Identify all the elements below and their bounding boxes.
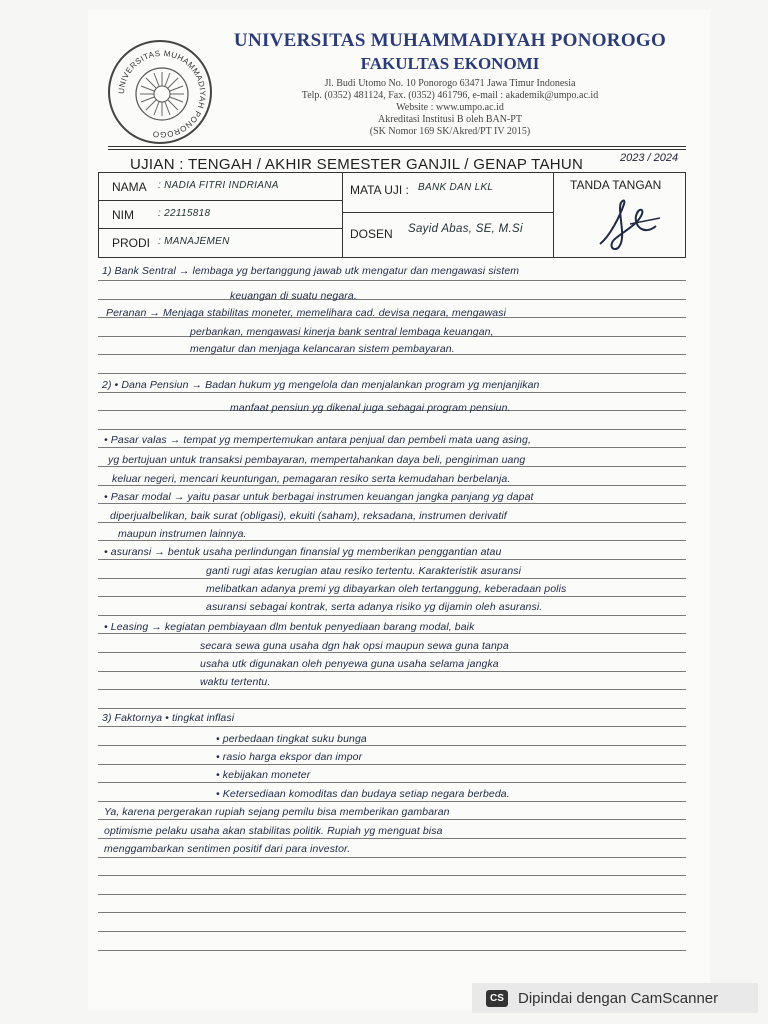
faculty-name: FAKULTAS EKONOMI	[360, 54, 540, 73]
ruled-line	[98, 726, 686, 727]
answer-line: perbankan, mengawasi kinerja bank sentral lembaga keuangan,	[190, 326, 494, 338]
ruled-line	[98, 764, 686, 765]
svg-text:UNIVERSITAS MUHAMMADIYAH PONOR: UNIVERSITAS MUHAMMADIYAH PONOROGO	[116, 48, 208, 140]
answer-line: 3) Faktornya • tingkat inflasi	[102, 712, 235, 724]
answer-line: manfaat pensiun yg dikenal juga sebagai program pensiun.	[230, 402, 511, 414]
ruled-line	[98, 615, 686, 616]
mata-uji-label: MATA UJI :	[350, 183, 409, 197]
answer-line: • Ketersediaan komoditas dan budaya setiap negara berbeda.	[216, 788, 510, 800]
answer-line: • rasio harga ekspor dan impor	[216, 751, 363, 763]
header-divider	[108, 146, 686, 147]
answer-line: yg bertujuan untuk transaksi pembayaran, mempertahankan daya beli, pengiriman uang	[108, 454, 526, 466]
ruled-line	[98, 392, 686, 393]
university-name: UNIVERSITAS MUHAMMADIYAH PONOROGO	[233, 30, 667, 51]
dosen-label: DOSEN	[350, 227, 393, 241]
camscanner-watermark	[472, 983, 758, 1013]
ruled-line	[98, 857, 686, 858]
ruled-line	[98, 429, 686, 430]
box-row-line	[342, 212, 553, 213]
ruled-line	[98, 894, 686, 895]
nama-value: : NADIA FITRI INDRIANA	[158, 180, 279, 191]
answer-line: maupun instrumen lainnya.	[118, 528, 247, 540]
answer-line: Ya, karena pergerakan rupiah sejang pemilu bisa memberikan gambaran	[104, 806, 450, 818]
exam-title: UJIAN : TENGAH / AKHIR SEMESTER GANJIL / GENAP TAHUN	[130, 156, 584, 173]
ruled-line	[98, 559, 686, 560]
prodi-value: : MANAJEMEN	[158, 236, 230, 247]
ruled-line	[98, 801, 686, 802]
prodi-label: PRODI	[112, 236, 151, 250]
website-line: Website : www.umpo.ac.id	[396, 102, 504, 113]
answer-line: optimisme pelaku usaha akan stabilitas politik. Rupiah yg menguat bisa	[104, 825, 443, 837]
answer-line: usaha utk digunakan oleh penyewa guna usaha selama jangka	[200, 658, 499, 670]
ruled-line	[98, 912, 686, 913]
box-row-line	[98, 228, 342, 229]
camscanner-text: Dipindai dengan CamScanner	[518, 989, 719, 1007]
box-divider	[553, 172, 554, 258]
ruled-line	[98, 540, 686, 541]
ruled-line	[98, 633, 686, 634]
ruled-line	[98, 447, 686, 448]
ruled-line	[98, 689, 686, 690]
answer-line: mengatur dan menjaga kelancaran sistem pembayaran.	[190, 343, 455, 355]
contact-line: Telp. (0352) 481124, Fax. (0352) 461796, e-mail : akademik@umpo.ac.id	[301, 90, 599, 101]
answer-line: 2) • Dana Pensiun → Badan hukum yg mengelola dan menjalankan program yg menjanjikan	[102, 379, 540, 391]
ruled-line	[98, 596, 686, 597]
exam-year: 2023 / 2024	[620, 152, 679, 164]
ruled-line	[98, 522, 686, 523]
nama-label: NAMA	[112, 180, 147, 194]
mata-uji-value: BANK DAN LKL	[418, 182, 494, 193]
sk-number-line: (SK Nomor 169 SK/Akred/PT IV 2015)	[369, 126, 531, 137]
dosen-value: Sayid Abas, SE, M.Si	[408, 223, 523, 235]
handwritten-signature	[590, 196, 670, 254]
answer-line: melibatkan adanya premi yg dibayarkan oleh tertanggung, keberadaan polis	[206, 583, 567, 595]
answer-line: keuangan di suatu negara.	[230, 290, 357, 302]
nim-value: : 22115818	[158, 208, 211, 219]
answer-line: • perbedaan tingkat suku bunga	[216, 733, 367, 745]
box-divider	[342, 172, 343, 258]
ruled-line	[98, 652, 686, 653]
ruled-line	[98, 708, 686, 709]
box-row-line	[98, 200, 342, 201]
accreditation-line: Akreditasi Institusi B oleh BAN-PT	[378, 114, 522, 125]
answer-line: • Leasing → kegiatan pembiayaan dlm bentuk penyediaan barang modal, baik	[104, 621, 475, 633]
answer-line: 1) Bank Sentral → lembaga yg bertanggung jawab utk mengatur dan mengawasi sistem	[102, 265, 520, 277]
address-line: Jl. Budi Utomo No. 10 Ponorogo 63471 Jawa Timur Indonesia	[324, 78, 576, 89]
answer-line: Peranan → Menjaga stabilitas moneter, memelihara cad. devisa negara, mengawasi	[106, 307, 507, 319]
answer-line: ganti rugi atas kerugian atau resiko tertentu. Karakteristik asuransi	[206, 565, 522, 577]
ruled-line	[98, 503, 686, 504]
ruled-line	[98, 838, 686, 839]
nim-label: NIM	[112, 208, 134, 222]
ruled-line	[98, 299, 686, 300]
ruled-line	[98, 950, 686, 951]
ruled-line	[98, 745, 686, 746]
answer-line: • asuransi → bentuk usaha perlindungan finansial yg memberikan penggantian atau	[104, 546, 502, 558]
tanda-tangan-label: TANDA TANGAN	[570, 178, 662, 192]
ruled-line	[98, 578, 686, 579]
ruled-line	[98, 782, 686, 783]
answer-line: • kebijakan moneter	[216, 769, 311, 781]
answer-line: waktu tertentu.	[200, 676, 271, 688]
answer-line: diperjualbelikan, baik surat (obligasi), ekuiti (saham), reksadana, instrumen derivatif	[110, 510, 507, 522]
ruled-line	[98, 466, 686, 467]
ruled-line	[98, 875, 686, 876]
ruled-line	[98, 373, 686, 374]
header-divider-thin	[108, 149, 686, 150]
camscanner-icon: CS	[486, 990, 508, 1007]
ruled-line	[98, 671, 686, 672]
answer-line: menggambarkan sentimen positif dari para investor.	[104, 843, 351, 855]
university-seal-logo	[108, 40, 212, 144]
answer-line: • Pasar valas → tempat yg mempertemukan antara penjual dan pembeli mata uang asing,	[104, 434, 531, 446]
answer-line: • Pasar modal → yaitu pasar untuk berbagai instrumen keuangan jangka panjang yg dapat	[104, 491, 534, 503]
answer-line: asuransi sebagai kontrak, serta adanya risiko yg dijamin oleh asuransi.	[206, 601, 543, 613]
ruled-line	[98, 485, 686, 486]
ruled-line	[98, 931, 686, 932]
ruled-line	[98, 819, 686, 820]
answer-line: secara sewa guna usaha dgn hak opsi maupun sewa guna tanpa	[200, 640, 509, 652]
answer-line: keluar negeri, mencari keuntungan, pemagaran resiko serta kemudahan berbelanja.	[112, 473, 511, 485]
ruled-line	[98, 280, 686, 281]
